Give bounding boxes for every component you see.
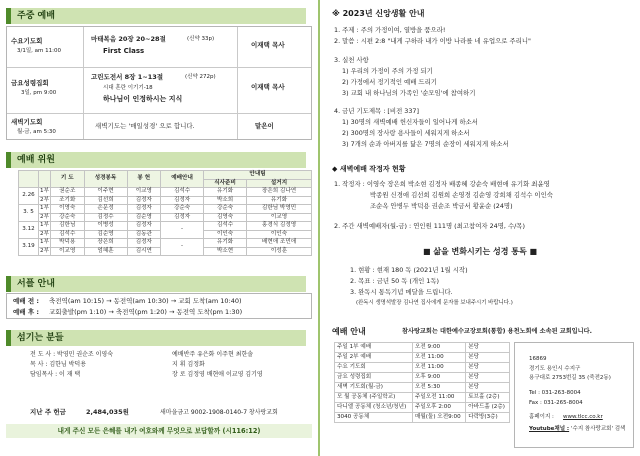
table-row: 주일 2부 예배 오전 11:00 본당 [335,353,510,363]
fri-sermon: 하나님이 인정하시는 지식 [103,95,183,103]
wed-sermon: First Class [103,47,145,55]
dawn-desc: 새벽기도는 '매일성경' 으로 합니다. [95,122,195,130]
wed-name: 수요기도회 [11,37,43,45]
wed-time: 3/1일, am 11:00 [17,48,61,54]
contact-box: 16869 경기도 용인시 수지구 용구대로 2753번길 35 (죽전2동) Tel : 031-263-8004 Fax : 031-265-8004 홈페이지 : www.tlcc.co.kr Youtube채널 : '수지 참사랑교회' 검색 [514,342,634,448]
table-row: 3.12 1부 김한님 이병성 김정자 - 김석수 홍경식 김정영 [19,222,312,231]
fri-hymn: 시대 혼란 이기기-18 [103,85,153,91]
fri-time: 3일, pm 9:00 [21,90,57,96]
committee-title: 예배 위원 [6,152,306,168]
fri-ref: (신약 272p) [185,74,216,80]
dawn-status-title: ◆ 새벽예배 작정자 현황 [332,165,406,173]
th-read: 성경봉독 [84,171,127,188]
worship-title: 주중 예배 [6,8,306,24]
tel: Tel : 031-263-8004 [529,390,581,396]
table-row: 2부 김석수 김순영 김동관 이인숙 이인숙 [19,230,312,239]
table-row: 수요 기도회 오전 11:00 본당 [335,363,510,373]
fri-name: 금요성령집회 [11,79,49,87]
dawn-time: 월-금, am 5:30 [17,129,56,135]
service-table [334,342,510,423]
table-row: 새벽 기도회(월-금) 오전 5:30 본당 [335,383,510,393]
committee-table [18,170,312,256]
table-row: 금요 성령집회 오후 9:00 본당 [335,373,510,383]
table-row: 모 월 공동체 (주일학교) 주일오전 11:00 토브홀 (2층) [335,393,510,403]
table-row: 3. 5 1부 이영숙 손문정 김정자 강순숙 강순숙 김한님 박영민 [19,205,312,214]
fri-preacher: 이재택 목사 [251,83,285,91]
wed-ref: (신약 33p) [187,36,215,42]
table-row: 다니엘 공동체 (청소년/청년) 주일오후 2:00 아바드홀 (2층) [335,403,510,413]
worship-box [6,26,312,140]
servers-list: 전 도 사 : 박영민 권순조 이영숙 예배반주 유은화 이주현 최한솔 목 사 : 김한님 박덕용 지 휘 김정화 담임목사 : 이 재 택 장 로 김정영 배현애 이교영 김기영 [30,351,263,378]
th-guide: 예배안내 [161,171,204,188]
offering-account: 새마을금고 9002-1908-0140-7 창사랑교회 [160,409,278,416]
th-pray: 기 도 [51,171,85,188]
th-team: 안내팀 [204,171,312,180]
website-link[interactable]: www.tlcc.co.kr [563,414,603,420]
seoul-l2: 교회출발(pm 1:10) → 축전역(pm 1:20) → 동전역 도착(pm 1:30) [49,308,243,316]
table-row: 2부 이교영 엄혜훈 김시연 박소현 이성훈 [19,247,312,256]
offering-label: 지난 주 헌금 [30,408,66,416]
wed-passage: 마태복음 20장 20~28절 [91,35,166,43]
verse-footer: 내게 주신 모든 은혜를 내가 여호와께 무엇으로 보답할까 (시116:12) [6,424,312,438]
table-row: 2부 조기화 김선희 김정자 김정자 박소희 유기화 [19,196,312,205]
th-wash: 설거지 [247,179,312,188]
fax: Fax : 031-265-8004 [529,400,583,406]
table-row: 2부 강순숙 김정수 김순영 김정자 김영숙 이교영 [19,213,312,222]
table-row: 주일 1부 예배 오전 9:00 본당 [335,343,510,353]
fri-passage: 고린도전서 8장 1~13절 [91,73,164,81]
seoul-title: 서플 안내 [6,276,306,292]
offering-amount: 2,484,035원 [86,408,129,416]
th-meal: 식사준비 [204,179,247,188]
faith-title: ※ 2023년 신앙생활 안내 [332,9,425,18]
table-row: 3040 공동체 매월(둘) 오전9:00 다락방(3층) [335,413,510,423]
seoul-l2-label: 예배 후 : [13,308,39,316]
seoul-box [6,293,312,319]
service-affil: 참사랑교회는 대한예수교장로회(통합) 용천노회에 소속된 교회입니다. [402,328,592,335]
table-row: 3.19 1부 박덕용 장은희 김정자 - 유기화 배현애 조민애 [19,239,312,248]
dawn-name: 새벽기도회 [11,118,43,126]
table-row: 2.26 1부 권순조 이주현 이교영 김석수 유기화 장은희 김나연 [19,188,312,197]
th-offer: 봉 헌 [127,171,161,188]
reading-banner: ■ 삶을 변화시키는 성경 통독 ■ [422,247,538,256]
right-page: ※ 2023년 신앙생활 안내 1. 주제 : 주의 가정이여, 열방을 품으라! 2. 말씀 : 시편 2:8 "내게 구하라 내가 이방 나라를 네 유업으로 주리니" 3. 실천 사항 1) 우리의 가정이 주의 가정 되기 2) 가정에서 정기적인 예배 드리기 3) 교회 내 하나님의 가족인 '순모임'에 참여하기 4. 금년 기도제목 : [비전 337] 1) 30명의 새벽예배 헌신자들이 일어나게 하소서 2) 300명의 장사랑 용사들이 세워지게 하소서 3) 7개의 순과 아버지를 닮은 7명의 순장이 세워지게 하소서 ◆ 새벽예배 작정자 현황 1. 작정자 : 이영숙 장은희 박소현 김정자 배종혜 강순숙 배현애 유기화 최윤영 박종원 신경애 김선희 김원희 손영경 김순영 강희채 김석수 이인숙 조순옥 안병두 박덕용 권순조 박금서 황윤순 (24명) 2. 주간 새벽예배자(월-금) : 연인원 111명 (최고참여자 24명, 수/목) ■ 삶을 변화시키는 성경 통독 ■ 1. 현황 : 현재 180 독 (2021년 1월 시작) 2. 목표 : 금년 50 독 (개인 1독) 3. 완독시 통독기념 메달을 드립니다. (완독시 생명석발장 김나연 집사에게 문자를 보내주시기 바랍니다.) 예배 안내 참사랑교회는 대한예수교장로회(통합) 용천노회에 소속된 교회입니다. 주일 1부 예배 오전 9:00 본당 주일 2부 예배 오전 11:00 본당 수요 기도회 오전 11:00 본당 금요 성령집회 오후 9:00 본당 새벽 기도회(월-금) 오전 5:30 본당 모 월 공동체 (주일학교) 주일오전 11:00 토브홀 (2층) 다니엘 공동체 (청소년/청년) 주일오후 2:00 아바드홀 (2층) 3040 공동체 매월(둘) 오전9:00 다락방(3층) 16869 경기도 용인시 수지구 용구대로 2753번길 35 (죽전2동) Tel : 031-263-8004 Fax : 031-265-8004 홈페이지 : www.tlcc.co.kr Youtube채널 : '수지 참사랑교회' 검색 [322,0,640,456]
seoul-l1-label: 예배 전 : [13,297,39,305]
youtube-link[interactable]: '수지 참사랑교회' 검색 [571,426,626,432]
dawn-preacher: 맡은이 [255,122,274,130]
service-title: 예배 안내 [332,327,366,336]
seoul-l1: 축전역(am 10:15) → 동전역(am 10:30) → 교회 도착(am 10:40) [49,297,242,305]
servers-title: 섬기는 분들 [6,330,306,346]
wed-preacher: 이재택 목사 [251,41,285,49]
